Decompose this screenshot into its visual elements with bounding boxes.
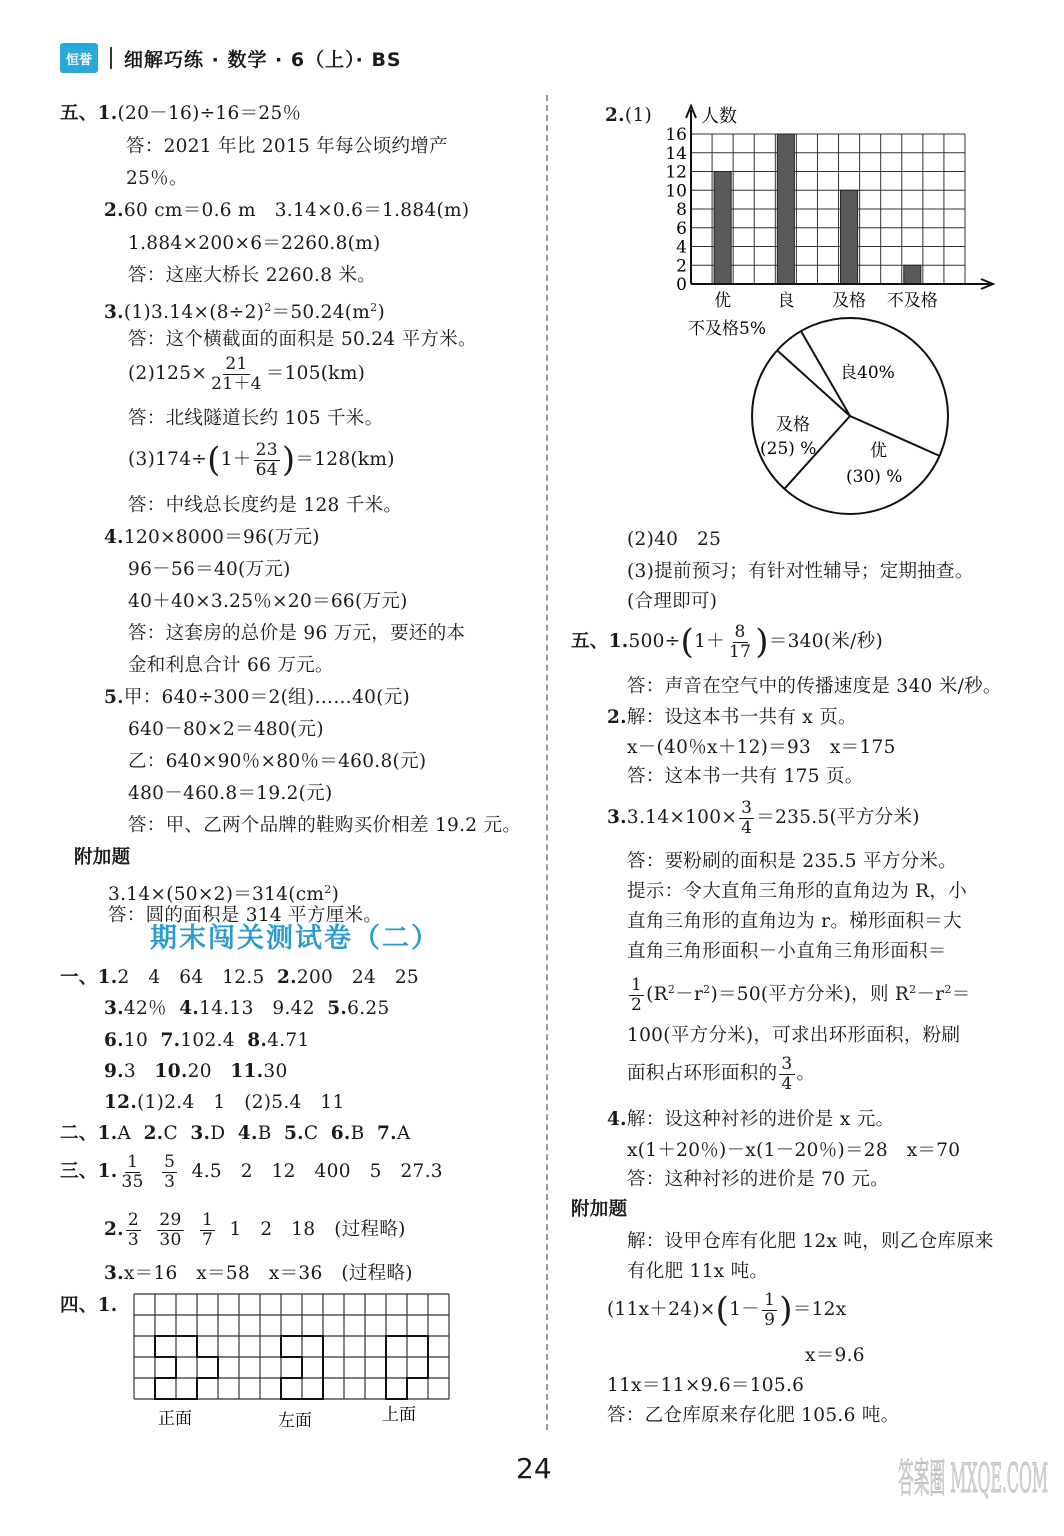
answer-line: (3)174÷(1＋ $\frac{23}{64}$ )＝128(km) <box>128 439 395 480</box>
y-tick-label: 0 <box>676 275 687 295</box>
fraction: $\frac{23}{64}$ <box>255 439 278 480</box>
bar <box>904 265 921 284</box>
x-tick-label: 及格 <box>832 291 867 310</box>
pie-slice-edge <box>777 350 850 416</box>
answer-line: 答：这种衬衫的进价是 70 元。 <box>627 1169 890 1190</box>
bar-chart-y-ticks <box>665 125 687 295</box>
answer-line: 2.解：设这本书一共有 x 页。 <box>607 707 857 728</box>
fraction: $\frac{5}{3}$ <box>164 1151 176 1192</box>
pie-dividers <box>777 331 939 489</box>
answer-line: 答：中线总长度约是 128 千米。 <box>128 495 403 516</box>
answer-line: 5.甲：640÷300＝2(组)……40(元) <box>104 687 411 708</box>
grid-label-front: 正面 <box>158 1409 192 1429</box>
x-tick-label: 优 <box>714 291 732 310</box>
fraction: $\frac{3}{4}$ <box>741 797 753 838</box>
x-tick-label: 良 <box>777 291 795 310</box>
answer-line: (合理即可) <box>627 591 718 612</box>
answer-line: 9.3 10.20 11.30 <box>104 1061 288 1082</box>
y-axis-label: 人数 <box>701 106 737 127</box>
answer-line: 100(平方分米)，可求出环形面积，粉刷 <box>627 1025 961 1046</box>
logo-text: 恒誉 <box>65 52 92 68</box>
answer-line: 答：2021 年比 2015 年每公顷约增产 <box>126 136 448 157</box>
answer-line: $\frac{1}{2}$ $(R^2-r^2)=50$(平方分米)，则 $R^2-r^2=$ <box>631 974 971 1015</box>
bar <box>777 134 794 284</box>
answer-line: (2)125× $\frac{21}{21+4}$ ＝105(km) <box>128 353 366 394</box>
column-divider <box>546 95 548 1430</box>
answer-line: 答：这个横截面的面积是 50.24 平方米。 <box>128 329 477 350</box>
y-axis <box>686 106 696 284</box>
bonus-heading: 附加题 <box>74 847 131 868</box>
y-tick-label: 2 <box>676 256 687 277</box>
answer-line: 答：北线隧道长约 105 千米。 <box>128 408 384 429</box>
answer-line: 二、1.A 2.C 3.D 4.B 5.C 6.B 7.A <box>60 1123 411 1144</box>
answer-line: 答：这套房的总价是 96 万元，要还的本 <box>128 623 466 644</box>
answer-line: (2)40 25 <box>627 529 722 550</box>
answer-line: 6.10 7.102.4 8.4.71 <box>104 1030 310 1051</box>
y-tick-label: 6 <box>676 218 687 239</box>
answer-line: 直角三角形的直角边为 r。梯形面积＝大 <box>627 911 962 932</box>
grid-label-left: 左面 <box>278 1411 312 1431</box>
x-tick-label: 不及格 <box>886 291 938 310</box>
view-outlines <box>155 1336 428 1399</box>
three-view-grid <box>128 1292 468 1437</box>
brand-logo <box>60 43 98 73</box>
bonus-heading: 附加题 <box>571 1199 628 1220</box>
grid-label-top: 上面 <box>382 1405 416 1425</box>
header-separator <box>110 47 112 69</box>
fraction: $\frac{21}{21+4}$ <box>211 353 262 394</box>
answer-line: 11x＝11×9.6＝105.6 <box>607 1375 805 1396</box>
bar-chart-axes <box>686 106 993 289</box>
pie-slice-edge <box>850 416 940 456</box>
answer-line: 五、1.(20－16)÷16＝25％ <box>60 103 302 124</box>
pie-label-excellent: 优 <box>870 441 887 461</box>
book-title: 细解巧练 · 数学 · 6（上）· BS <box>124 48 402 71</box>
y-tick-label: 14 <box>665 143 687 164</box>
fraction: $\frac{8}{17}$ <box>728 621 752 662</box>
answer-line: 乙：640×90％×80％＝460.8(元) <box>128 751 427 772</box>
answer-line: 4.120×8000＝96(万元) <box>104 527 320 548</box>
pie-label-pass: 及格 <box>776 415 810 435</box>
answer-line: 答：要粉刷的面积是 235.5 平方分米。 <box>627 851 958 872</box>
answer-line: 答：这座大桥长 2260.8 米。 <box>128 265 377 286</box>
site-watermark <box>890 1440 1050 1530</box>
page-header <box>60 38 402 78</box>
answer-line: 有化肥 11x 吨。 <box>627 1261 769 1282</box>
bar-chart-x-labels <box>714 291 938 310</box>
pie-label-good: 良40% <box>840 363 895 383</box>
y-tick-label: 4 <box>676 237 687 258</box>
answer-line: 答：这本书一共有 175 页。 <box>627 766 864 787</box>
section-title: 期末闯关测试卷（二） <box>150 923 440 954</box>
answer-line: x＝9.6 <box>805 1345 865 1366</box>
bar-chart-grid <box>691 134 965 284</box>
y-tick-label: 12 <box>665 162 687 183</box>
answer-line: $3.14\times(50\times 2)=314(cm^2)$ <box>108 883 340 906</box>
bar-chart <box>655 100 1005 310</box>
answer-line: 五、1.500÷(1＋ $\frac{8}{17}$ )＝340(米/秒) <box>571 621 883 662</box>
pie-chart <box>680 310 970 525</box>
watermark-text: 答案圈 MXQE.COM <box>898 1456 1048 1502</box>
answer-line: 3.3.14×100× $\frac{3}{4}$ ＝235.5(平方分米) <box>607 797 920 838</box>
pie-value-pass: (25) % <box>760 439 817 459</box>
y-tick-label: 8 <box>676 200 687 220</box>
answer-line: 直角三角形面积－小直角三角形面积＝ <box>627 941 947 962</box>
answer-line: 40＋40×3.25％×20＝66(万元) <box>128 591 408 612</box>
page-number: 24 <box>516 1452 552 1485</box>
answer-line: 解：设甲仓库有化肥 12x 吨，则乙仓库原来 <box>627 1231 994 1252</box>
bar <box>714 172 731 285</box>
answer-line: 96－56＝40(万元) <box>128 559 291 580</box>
fraction: $\frac{29}{30}$ <box>159 1209 182 1250</box>
answer-line: 2.60 cm＝0.6 m 3.14×0.6＝1.884(m) <box>104 200 470 221</box>
answer-line: (3)提前预习；有针对性辅导；定期抽查。 <box>627 561 974 582</box>
answer-line: 答：声音在空气中的传播速度是 340 米/秒。 <box>627 676 1002 697</box>
answer-line: 2.(1) <box>605 105 653 126</box>
answer-line: 640－80×2＝480(元) <box>128 719 324 740</box>
answer-line: 480－460.8＝19.2(元) <box>128 783 333 804</box>
answer-line: 一、1.2 4 64 12.5 2.200 24 25 <box>60 967 419 988</box>
answer-line: 1.884×200×6＝2260.8(m) <box>128 233 381 254</box>
y-tick-label: 16 <box>665 125 687 145</box>
pie-value-excellent: (30) % <box>846 467 903 487</box>
fraction: $\frac{2}{3}$ <box>127 1209 140 1250</box>
answer-line: 答：乙仓库原来存化肥 105.6 吨。 <box>607 1405 900 1426</box>
fraction: $\frac{1}{7}$ <box>202 1209 214 1250</box>
bar <box>841 190 858 284</box>
answer-line: 答：圆的面积是 314 平方厘米。 <box>108 905 383 926</box>
answer-line: 3.x＝16 x＝58 x＝36 (过程略) <box>104 1263 413 1284</box>
answer-line: 答：甲、乙两个品牌的鞋购买价相差 19.2 元。 <box>128 815 522 836</box>
front-view-outline <box>155 1336 218 1399</box>
grid-lines <box>134 1294 449 1399</box>
fraction: $\frac{1}{35}$ <box>121 1151 144 1192</box>
answer-line: 3.42％ 4.14.13 9.42 5.6.25 <box>104 998 390 1019</box>
answer-line: 25％。 <box>126 168 188 189</box>
y-tick-label: 10 <box>665 181 687 202</box>
answer-line: 4.解：设这种衬衫的进价是 x 元。 <box>607 1109 895 1130</box>
answer-line: x(1＋20％)－x(1－20％)＝28 x＝70 <box>627 1140 961 1161</box>
fraction: $\frac{3}{4}$ <box>781 1053 793 1094</box>
answer-line: 四、1. <box>60 1295 118 1316</box>
answer-line: 2. $\frac{2}{3}$ $\frac{29}{30}$ $\frac{1}{7}$ 1 2 18 (过程略) <box>104 1209 406 1250</box>
fraction: $\frac{1}{2}$ <box>631 974 643 1015</box>
answer-line: 金和利息合计 66 万元。 <box>128 655 334 676</box>
answer-line: 12.(1)2.4 1 (2)5.4 11 <box>104 1092 345 1113</box>
answer-line: x－(40％x＋12)＝93 x＝175 <box>627 737 896 758</box>
fraction: $\frac{1}{9}$ <box>764 1289 776 1330</box>
answer-line: $3.(1)3.14\times(8\div 2)^2=50.24(m^2)$ <box>104 301 385 324</box>
answer-line: 三、1. $\frac{1}{35}$ $\frac{5}{3}$ 4.5 2 12 400 5 27.3 <box>60 1151 443 1192</box>
pie-label-fail: 不及格5% <box>688 319 766 339</box>
answer-line: 面积占环形面积的 $\frac{3}{4}$ 。 <box>627 1053 816 1094</box>
answer-line: 提示：令大直角三角形的直角边为 R，小 <box>627 881 968 902</box>
answer-line: (11x＋24)×(1－ $\frac{1}{9}$ )＝12x <box>607 1289 847 1330</box>
